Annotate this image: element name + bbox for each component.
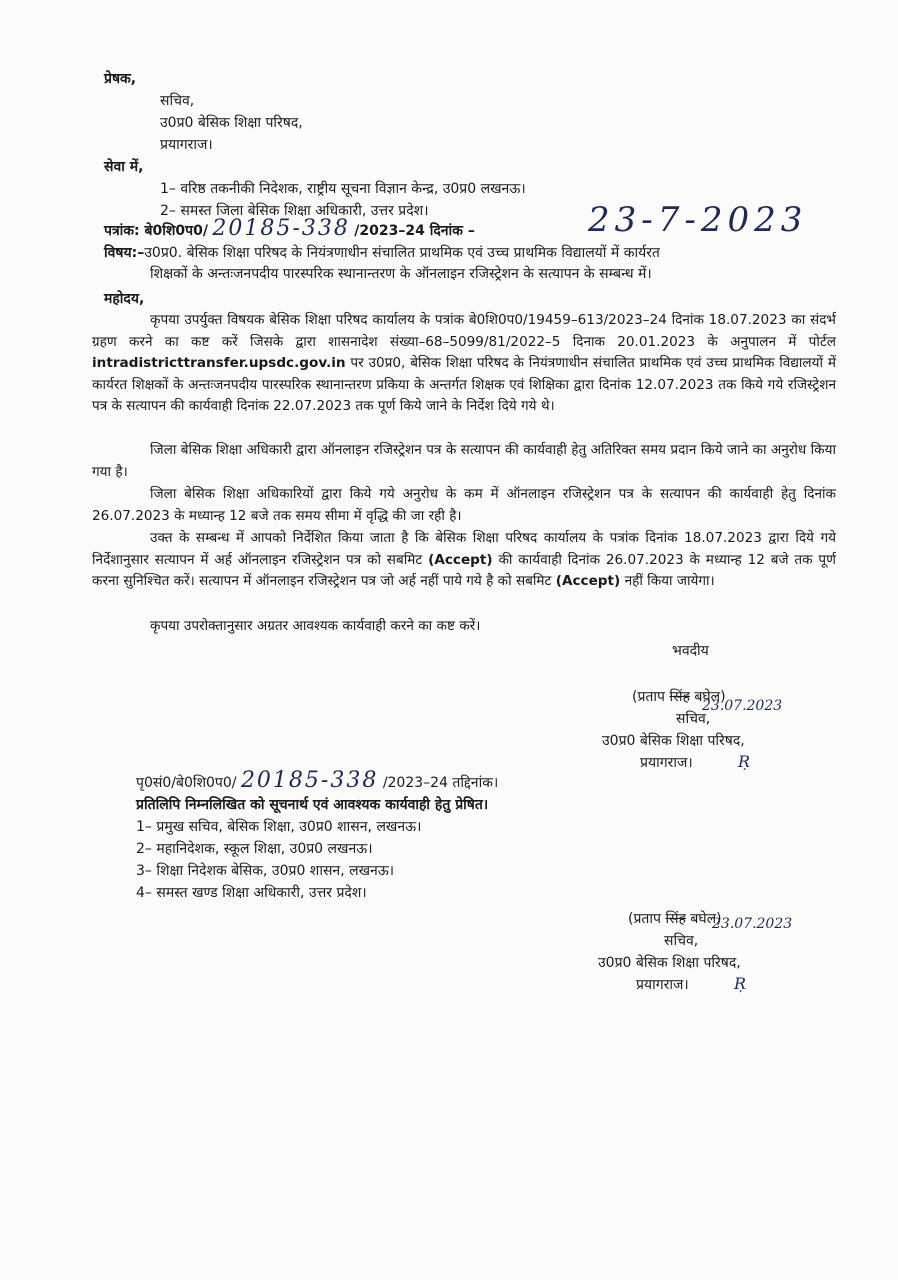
closing: भवदीय xyxy=(672,643,709,659)
copy-reference-number-handwritten: 20185-338 xyxy=(240,768,379,793)
copy-reference-prefix: पृ0सं0/बे0शि0प0/ xyxy=(136,775,237,791)
signatory-title: सचिव, xyxy=(664,933,699,949)
signatory-org: उ0प्र0 बेसिक शिक्षा परिषद, xyxy=(602,733,745,749)
name-part: (प्रताप xyxy=(628,911,666,927)
name-part: (प्रताप xyxy=(632,689,670,705)
signatory-title: सचिव, xyxy=(676,711,711,727)
body-paragraph-3: जिला बेसिक शिक्षा अधिकारियों द्वारा किये गये अनुरोध के कम में ऑनलाइन रजिस्ट्रेशन पत्र के सत्यापन की कार्यवाही हेतु दिनांक 26.07.2023 के मध्यान्ह 12 बजे तक समय सीमा में वृद्धि की जा रही है। xyxy=(92,486,836,524)
letter-number-prefix: पत्रांक: बे0शि0प0/ xyxy=(104,223,208,239)
signatory-name xyxy=(628,910,722,928)
accept-term: (Accept) xyxy=(555,573,621,589)
copy-list-item: 4– समस्त खण्ड शिक्षा अधिकारी, उत्तर प्रदेश। xyxy=(136,885,367,901)
copy-reference-suffix: /2023–24 तद्दिनांक। xyxy=(382,775,499,791)
copy-list-item: 3– शिक्षा निदेशक बेसिक, उ0प्र0 शासन, लखनऊ। xyxy=(136,863,395,879)
name-part: बघेल) xyxy=(689,689,726,705)
copy-heading: प्रतिलिपि निम्नलिखित को सूचनार्थ एवं आवश्यक कार्यवाही हेतु प्रेषित। xyxy=(136,797,489,813)
name-part: बघेल) xyxy=(685,911,722,927)
signatory-city: प्रयागराज। xyxy=(640,755,693,771)
letter-number-handwritten: 20185-338 xyxy=(212,216,350,241)
accept-term: (Accept) xyxy=(428,551,493,568)
sender-line: उ0प्र0 बेसिक शिक्षा परिषद, xyxy=(160,115,303,131)
letter-number xyxy=(104,216,475,241)
subject-label: विषय:– xyxy=(104,245,145,261)
sender-line: सचिव, xyxy=(160,93,195,109)
copy-reference xyxy=(136,768,499,793)
body-text: की कार्यवाही दिनांक 26.07.2023 के मध्यान्ह 12 बजे तक पूर्ण करना सुनिश्चित करें। सत्यापन में ऑनलाइन रजिस्ट्रेशन पत्र जो अर्ह नहीं पाये गये है को सबमिट xyxy=(92,551,836,589)
portal-url: intradistricttransfer.upsdc.gov.in xyxy=(92,355,346,371)
recipient-line: 1– वरिष्ठ तकनीकी निदेशक, राष्ट्रीय सूचना विज्ञान केन्द्र, उ0प्र0 लखनऊ। xyxy=(160,181,526,197)
body-paragraph-4 xyxy=(92,528,836,593)
to-label: सेवा में, xyxy=(104,159,144,175)
salutation: महोदय, xyxy=(104,291,145,307)
copy-list-item: 2– महानिदेशक, स्कूल शिक्षा, उ0प्र0 लखनऊ। xyxy=(136,841,373,857)
body-text: कृपया उपर्युक्त विषयक बेसिक शिक्षा परिषद कार्यालय के पत्रांक बे0शि0प0/19459–613/2023–24 दिनांक 18.07.2023 का संदर्भ ग्रहण करने का कष्ट करें जिसके द्वारा शासनादेश संख्या–68–5099/81/2022–5 दिनाक 20.01.2023 के अनुपालन में पोर्टल xyxy=(92,312,836,350)
name-part-struck: सिंह xyxy=(669,689,690,705)
signatory-city: प्रयागराज। xyxy=(636,977,689,993)
body-text: नहीं किया जायेगा। xyxy=(620,573,715,589)
signature-date-handwritten: 23.07.2023 xyxy=(712,916,793,932)
letter-number-suffix: /2023–24 दिनांक – xyxy=(354,223,475,239)
body-text: पर उ0प्र0, बेसिक शिक्षा परिषद के नियंत्रणाधीन संचालित प्राथमिक एवं उच्च प्राथमिक विद्यालयों में कार्यरत शिक्षकों के अन्तःजनपदीय पारस्परिक स्थानान्तरण प्रकिया के अन्तर्गत शिक्षक एवं शिक्षिका द्वारा दिनांक 12.07.2023 तक किये गये रजिस्ट्रेशन पत्र के सत्यापन की कार्यवाही दिनांक 22.07.2023 तक पूर्ण किये जाने के निर्देश दिये गये थे। xyxy=(92,355,836,414)
body-paragraph-1 xyxy=(92,310,836,418)
signature-date-handwritten: 23.07.2023 xyxy=(702,698,783,714)
body-paragraph-5: कृपया उपरोक्तानुसार अग्रतर आवश्यक कार्यवाही करने का कष्ट करें। xyxy=(150,618,481,634)
subject-text: उ0प्र0. बेसिक शिक्षा परिषद के नियंत्रणाधीन संचालित प्राथमिक एवं उच्च प्राथमिक विद्यालयों में कार्यरत xyxy=(144,245,660,261)
body-text: उक्त के सम्बन्ध में आपको निर्देशित किया जाता है कि बेसिक शिक्षा परिषद कार्यालय के पत्रांक दिनांक 18.07.2023 द्वारा दिये गये निर्देशानुसार सत्यापन में अर्ह ऑनलाइन रजिस्ट्रेशन पत्र को सबमिट xyxy=(92,530,836,568)
copy-list-item: 1– प्रमुख सचिव, बेसिक शिक्षा, उ0प्र0 शासन, लखनऊ। xyxy=(136,819,422,835)
letter-date-handwritten: 23-7-2023 xyxy=(588,200,808,240)
sender-line: प्रयागराज। xyxy=(160,137,213,153)
initials-mark: Ŗ xyxy=(738,752,751,771)
sender-label: प्रेषक, xyxy=(104,71,137,87)
subject-line-2: शिक्षकों के अन्तःजनपदीय पारस्परिक स्थानान्तरण के ऑनलाइन रजिस्ट्रेशन के सत्यापन के सम्बन्ध में। xyxy=(150,266,652,282)
subject-line xyxy=(104,244,660,262)
name-part-struck: सिंह xyxy=(665,911,686,927)
recipient-line: 2– समस्त जिला बेसिक शिक्षा अधिकारी, उत्तर प्रदेश। xyxy=(160,203,429,219)
initials-mark: Ŗ xyxy=(734,974,747,993)
body-paragraph-2: जिला बेसिक शिक्षा अधिकारी द्वारा ऑनलाइन रजिस्ट्रेशन पत्र के सत्यापन की कार्यवाही हेतु अतिरिक्त समय प्रदान किये जाने का अनुरोध किया गया है। xyxy=(92,442,836,480)
signatory-org: उ0प्र0 बेसिक शिक्षा परिषद, xyxy=(598,955,741,971)
